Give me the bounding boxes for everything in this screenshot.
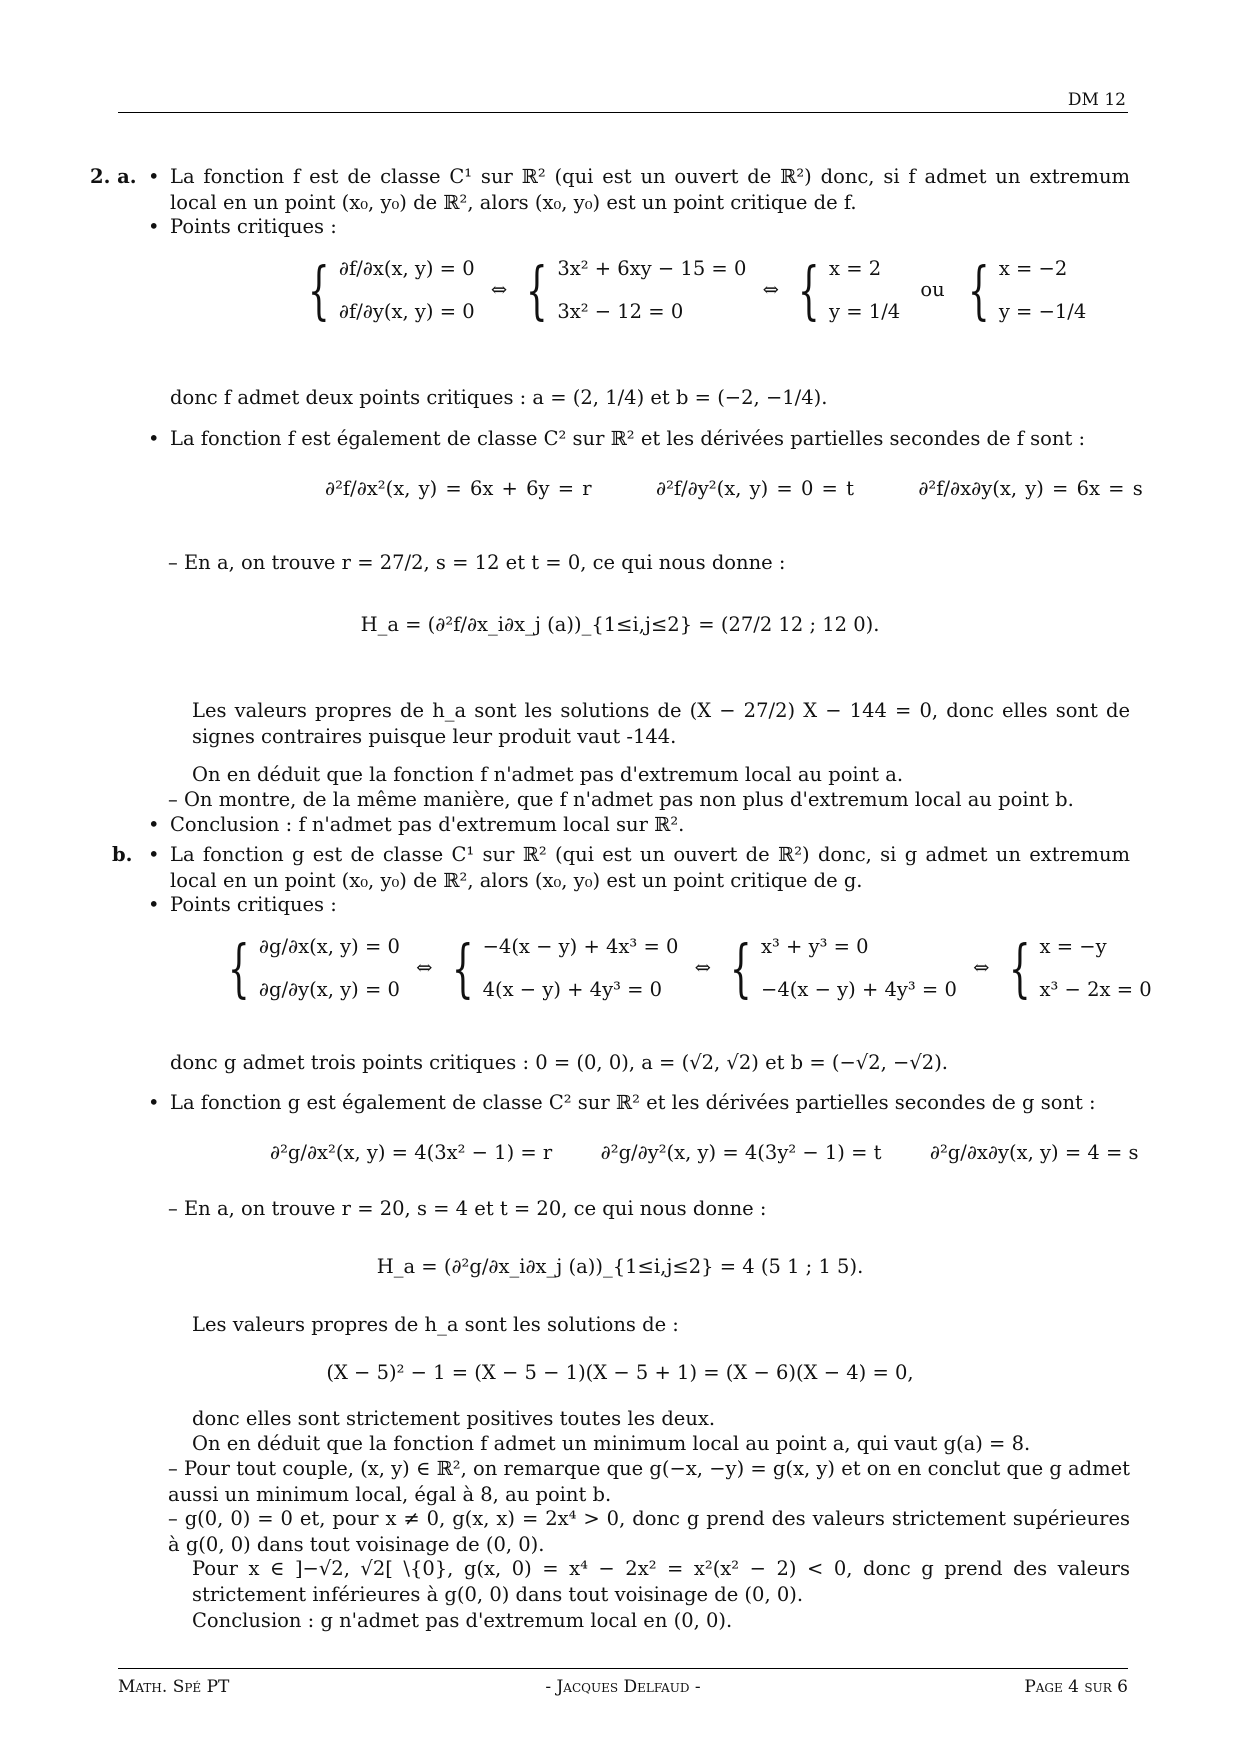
a-sol2-l2: y = −1/4 — [998, 299, 1087, 323]
a-sol2-l1: x = −2 — [998, 257, 1068, 280]
b-d2-2: ∂²g/∂y²(x, y) = 4(3y² − 1) = t — [600, 1141, 882, 1164]
a-sol1-l2: y = 1/4 — [829, 299, 901, 323]
a-second-derivatives — [325, 476, 1143, 502]
a-d2-1: ∂²f/∂x²(x, y) = 6x + 6y = r — [325, 477, 592, 500]
a-p7: On en déduit que la fonction f n'admet pas d'extremum local au point a. — [192, 763, 904, 786]
a-critical-system: { ∂f/∂x(x, y) = 0 ∂f/∂y(x, y) = 0 ⇔ { 3x² + 6xy − 15 = 0 3x² − 12 = 0 ⇔ { x = 2 y = 1/4 ou { x = −2 y = −1/4 — [307, 253, 1087, 327]
a-p8: – On montre, de la même manière, que f n'admet pas non plus d'extremum local au point b. — [168, 788, 1074, 811]
b-sys3-l2: x³ − 2x = 0 — [1039, 977, 1152, 1001]
b-p4: La fonction g est également de classe C² sur ℝ² et les dérivées partielles secondes de g sont : — [170, 1091, 1096, 1114]
bullet: • — [148, 893, 160, 916]
a-p6: Les valeurs propres de h_a sont les solutions de (X − 27/2) X − 144 = 0, donc elles sont de signes contraires puisque leur produit vaut -144. — [192, 699, 1130, 749]
b-sys1-l2: 4(x − y) + 4y³ = 0 — [482, 977, 663, 1001]
a-crit-eq2: ∂f/∂y(x, y) = 0 — [338, 299, 475, 323]
b-sys1-l1: −4(x − y) + 4x³ = 0 — [482, 935, 679, 958]
section-b-label: b. — [112, 843, 133, 866]
bullet: • — [148, 165, 160, 188]
a-sol1-l1: x = 2 — [829, 257, 882, 280]
b-p11: Pour x ∈ ]−√2, √2[ \{0}, g(x, 0) = x⁴ − 2x² = x²(x² − 2) < 0, donc g prend des valeurs strictement inférieures à g(0, 0) dans tout voisinage de (0, 0). — [192, 1557, 1130, 1607]
a-p2: Points critiques : — [170, 215, 337, 238]
a-p4: La fonction f est également de classe C² sur ℝ² et les dérivées partielles secondes de f sont : — [170, 427, 1086, 450]
b-critical-system: { ∂g/∂x(x, y) = 0 ∂g/∂y(x, y) = 0 ⇔ { −4(x − y) + 4x³ = 0 4(x − y) + 4y³ = 0 ⇔ { x³ + y³ = 0 −4(x − y) + 4y³ = 0 ⇔ { x = −y x³ − 2x = 0 — [227, 931, 1152, 1005]
footer-right: Page 4 sur 6 — [1024, 1677, 1128, 1697]
a-d2-2: ∂²f/∂y²(x, y) = 0 = t — [655, 477, 854, 500]
a-ou: ou — [920, 278, 945, 302]
page-footer — [118, 1668, 1128, 1697]
footer-left: Math. Spé PT — [118, 1677, 230, 1697]
section-a-label: 2. a. — [90, 165, 137, 188]
b-p5: – En a, on trouve r = 20, s = 4 et t = 20, ce qui nous donne : — [168, 1197, 767, 1220]
b-p12: Conclusion : g n'admet pas d'extremum local en (0, 0). — [192, 1609, 733, 1632]
header-title: DM 12 — [1067, 90, 1126, 110]
b-p10: – g(0, 0) = 0 et, pour x ≠ 0, g(x, x) = 2x⁴ > 0, donc g prend des valeurs strictement supérieures à g(0, 0) dans tout voisinage de (0, 0). — [168, 1507, 1130, 1557]
bullet: • — [148, 427, 160, 450]
b-p9: – Pour tout couple, (x, y) ∈ ℝ², on remarque que g(−x, −y) = g(x, y) et on en conclut que g admet aussi un minimum local, égal à 8, au point b. — [168, 1457, 1130, 1507]
b-d2-3: ∂²g/∂x∂y(x, y) = 4 = s — [929, 1141, 1139, 1164]
b-hessian: H_a = (∂²g/∂x_i∂x_j (a))_{1≤i,j≤2} = 4 (5 1 ; 1 5). — [376, 1255, 864, 1278]
bullet: • — [148, 215, 160, 238]
b-p7: donc elles sont strictement positives toutes les deux. — [192, 1407, 716, 1430]
a-d2-3: ∂²f/∂x∂y(x, y) = 6x = s — [918, 477, 1143, 500]
page-header — [118, 84, 1128, 113]
b-sys3-l1: x = −y — [1039, 935, 1107, 958]
a-crit-eq1: ∂f/∂x(x, y) = 0 — [338, 257, 475, 280]
a-sys1-l1: 3x² + 6xy − 15 = 0 — [557, 257, 747, 280]
b-sys2-l1: x³ + y³ = 0 — [761, 935, 869, 958]
b-p1: La fonction g est de classe C¹ sur ℝ² (qui est un ouvert de ℝ²) donc, si g admet un extremum local en un point (x₀, y₀) de ℝ², alors (x₀, y₀) est un point critique de g. — [170, 843, 1130, 893]
a-p5: – En a, on trouve r = 27/2, s = 12 et t = 0, ce qui nous donne : — [168, 551, 786, 574]
b-crit-eq2: ∂g/∂y(x, y) = 0 — [258, 977, 400, 1001]
a-sys1-l2: 3x² − 12 = 0 — [557, 299, 684, 323]
b-p2: Points critiques : — [170, 893, 337, 916]
b-p8: On en déduit que la fonction f admet un minimum local au point a, qui vaut g(a) = 8. — [192, 1432, 1031, 1455]
bullet: • — [148, 813, 160, 836]
footer-center: - Jacques Delfaud - — [545, 1677, 701, 1697]
a-p3: donc f admet deux points critiques : a = (2, 1/4) et b = (−2, −1/4). — [170, 386, 828, 409]
b-sys2-l2: −4(x − y) + 4y³ = 0 — [761, 977, 957, 1001]
bullet: • — [148, 843, 160, 866]
b-second-derivatives — [270, 1140, 1139, 1166]
a-hessian: H_a = (∂²f/∂x_i∂x_j (a))_{1≤i,j≤2} = (27/2 12 ; 12 0). — [360, 613, 880, 636]
b-p6-eq: (X − 5)² − 1 = (X − 5 − 1)(X − 5 + 1) = (X − 6)(X − 4) = 0, — [326, 1361, 914, 1384]
b-p6: Les valeurs propres de h_a sont les solutions de : — [192, 1313, 679, 1336]
bullet: • — [148, 1091, 160, 1114]
b-crit-eq1: ∂g/∂x(x, y) = 0 — [258, 935, 400, 958]
a-p9: Conclusion : f n'admet pas d'extremum local sur ℝ². — [170, 813, 685, 836]
b-p3: donc g admet trois points critiques : 0 = (0, 0), a = (√2, √2) et b = (−√2, −√2). — [170, 1051, 949, 1074]
a-p1: La fonction f est de classe C¹ sur ℝ² (qui est un ouvert de ℝ²) donc, si f admet un extremum local en un point (x₀, y₀) de ℝ², alors (x₀, y₀) est un point critique de f. — [170, 165, 1130, 215]
b-d2-1: ∂²g/∂x²(x, y) = 4(3x² − 1) = r — [270, 1141, 553, 1164]
